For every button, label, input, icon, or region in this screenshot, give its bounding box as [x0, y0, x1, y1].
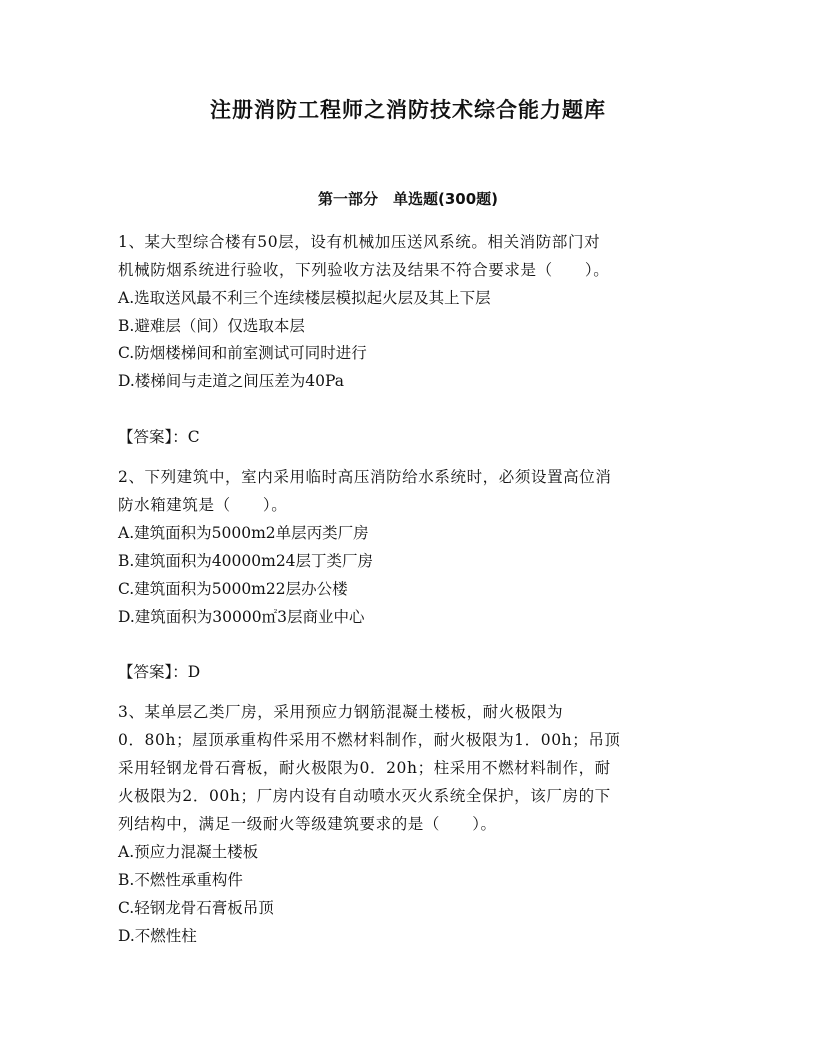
question-stem-line: 机械防烟系统进行验收，下列验收方法及结果不符合要求是（ ）。: [118, 261, 610, 279]
option-d: D.不燃性柱: [118, 927, 197, 945]
option-c: C.防烟楼梯间和前室测试可同时进行: [118, 344, 367, 362]
question-stem-line: 2、下列建筑中，室内采用临时高压消防给水系统时，必须设置高位消: [118, 468, 612, 486]
document-title: 注册消防工程师之消防技术综合能力题库: [210, 98, 606, 122]
question-stem-line: 1、某大型综合楼有50层，设有机械加压送风系统。相关消防部门对: [118, 233, 601, 251]
answer-line: 【答案】：D: [118, 663, 201, 681]
question-stem-line: 列结构中，满足一级耐火等级建筑要求的是（ ）。: [118, 815, 497, 833]
option-c: C.轻钢龙骨石膏板吊顶: [118, 899, 274, 917]
option-b: B.不燃性承重构件: [118, 871, 243, 889]
option-a: A.建筑面积为5000m2单层丙类厂房: [118, 524, 369, 542]
option-c: C.建筑面积为5000m22层办公楼: [118, 580, 348, 598]
section-heading: 第一部分 单选题(300题): [317, 190, 499, 208]
question-stem-line: 采用轻钢龙骨石膏板，耐火极限为0．20h；柱采用不燃材料制作，耐: [118, 759, 611, 777]
option-a: A.选取送风最不利三个连续楼层模拟起火层及其上下层: [118, 289, 491, 307]
question-stem-line: 防水箱建筑是（ ）。: [118, 496, 288, 514]
question-stem-line: 火极限为2．00h；厂房内设有自动喷水灭火系统全保护，该厂房的下: [118, 787, 611, 805]
option-a: A.预应力混凝土楼板: [118, 843, 259, 861]
option-d: D.建筑面积为30000㎡3层商业中心: [118, 608, 365, 626]
option-b: B.避难层（间）仅选取本层: [118, 317, 305, 335]
option-b: B.建筑面积为40000m24层丁类厂房: [118, 552, 374, 570]
answer-line: 【答案】：C: [118, 428, 200, 446]
question-stem-line: 0．80h；屋顶承重构件采用不燃材料制作，耐火极限为1．00h；吊顶: [118, 731, 621, 749]
question-stem-line: 3、某单层乙类厂房，采用预应力钢筋混凝土楼板，耐火极限为: [118, 703, 564, 721]
option-d: D.楼梯间与走道之间压差为40Pa: [118, 372, 344, 390]
